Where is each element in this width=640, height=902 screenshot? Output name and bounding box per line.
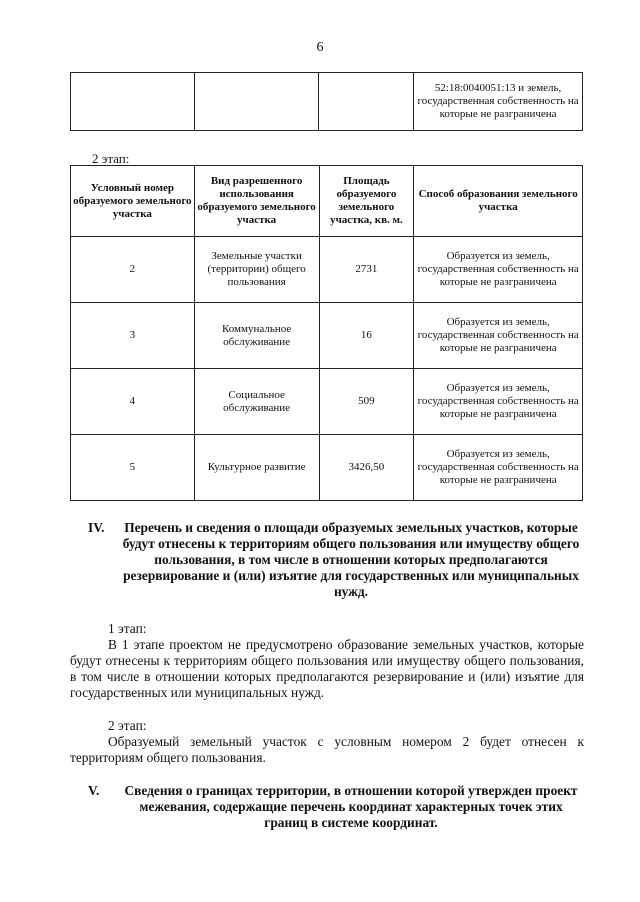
top-table-cell-empty: [194, 73, 319, 131]
page-number: 6: [316, 40, 324, 55]
header-area: Площадь образуемого земельного участка, кв. м.: [319, 166, 414, 237]
cell-use: Культурное развитие: [194, 435, 319, 501]
cell-use: Социальное обслуживание: [194, 369, 319, 435]
section-4-number: IV.: [88, 520, 105, 535]
cell-number: 5: [71, 435, 195, 501]
cell-number: 2: [71, 237, 195, 303]
cell-number: 4: [71, 369, 195, 435]
top-table: [70, 72, 583, 131]
section-5-heading: Сведения о границах территории, в отношении которой утвержден проект межевания, содержащие перечень координат характерных точек этих границ в системе координат.: [124, 783, 578, 830]
section-4-stage1-label: 1 этап:: [108, 621, 147, 636]
stage2-table: [70, 165, 583, 501]
cell-use: Земельные участки (территории) общего пользования: [194, 237, 319, 303]
table-row: [71, 369, 583, 435]
cell-number: 3: [71, 303, 195, 369]
section-4-stage1-text: В 1 этапе проектом не предусмотрено образование земельных участков, которые будут отнесены к территориям общего пользования или имуществу общего пользования, в том числе в отношении которых предполагаются резервирование и (или) изъятие для государственных или муниципальных нужд.: [70, 637, 584, 700]
top-table-cell-empty: [319, 73, 414, 131]
section-4-heading: Перечень и сведения о площади образуемых земельных участков, которые будут отнесены к территориям общего пользования или имуществу общего пользования, в том числе в отношении которых предполагаются резервирование и (или) изъятие для государственных или муниципальных нужд.: [122, 520, 580, 599]
cell-method: Образуется из земель, государственная собственность на которые не разграничена: [414, 435, 583, 501]
cell-area: 509: [319, 369, 414, 435]
header-permitted-use: Вид разрешенного использования образуемого земельного участка: [194, 166, 319, 237]
section-5-number: V.: [88, 783, 100, 798]
cell-area: 2731: [319, 237, 414, 303]
cell-method: Образуется из земель, государственная собственность на которые не разграничена: [414, 237, 583, 303]
section-4-stage2-text: Образуемый земельный участок с условным номером 2 будет отнесен к территориям общего пользования.: [70, 734, 584, 765]
table-row: [71, 435, 583, 501]
cell-method: Образуется из земель, государственная собственность на которые не разграничена: [414, 303, 583, 369]
header-conditional-number: Условный номер образуемого земельного участка: [71, 166, 195, 237]
table-row: [71, 237, 583, 303]
section-4-stage2-label: 2 этап:: [108, 718, 147, 733]
cell-method: Образуется из земель, государственная собственность на которые не разграничена: [414, 369, 583, 435]
top-table-cell-empty: [71, 73, 195, 131]
stage2-table-label: 2 этап:: [92, 151, 130, 166]
header-formation-method: Способ образования земельного участка: [414, 166, 583, 237]
cell-area: 3426,50: [319, 435, 414, 501]
top-table-cell-text: 52:18:0040051:13 и земель, государственная собственность на которые не разграничена: [414, 73, 583, 131]
table-row: [71, 303, 583, 369]
cell-area: 16: [319, 303, 414, 369]
cell-use: Коммунальное обслуживание: [194, 303, 319, 369]
table-header-row: [71, 166, 583, 237]
